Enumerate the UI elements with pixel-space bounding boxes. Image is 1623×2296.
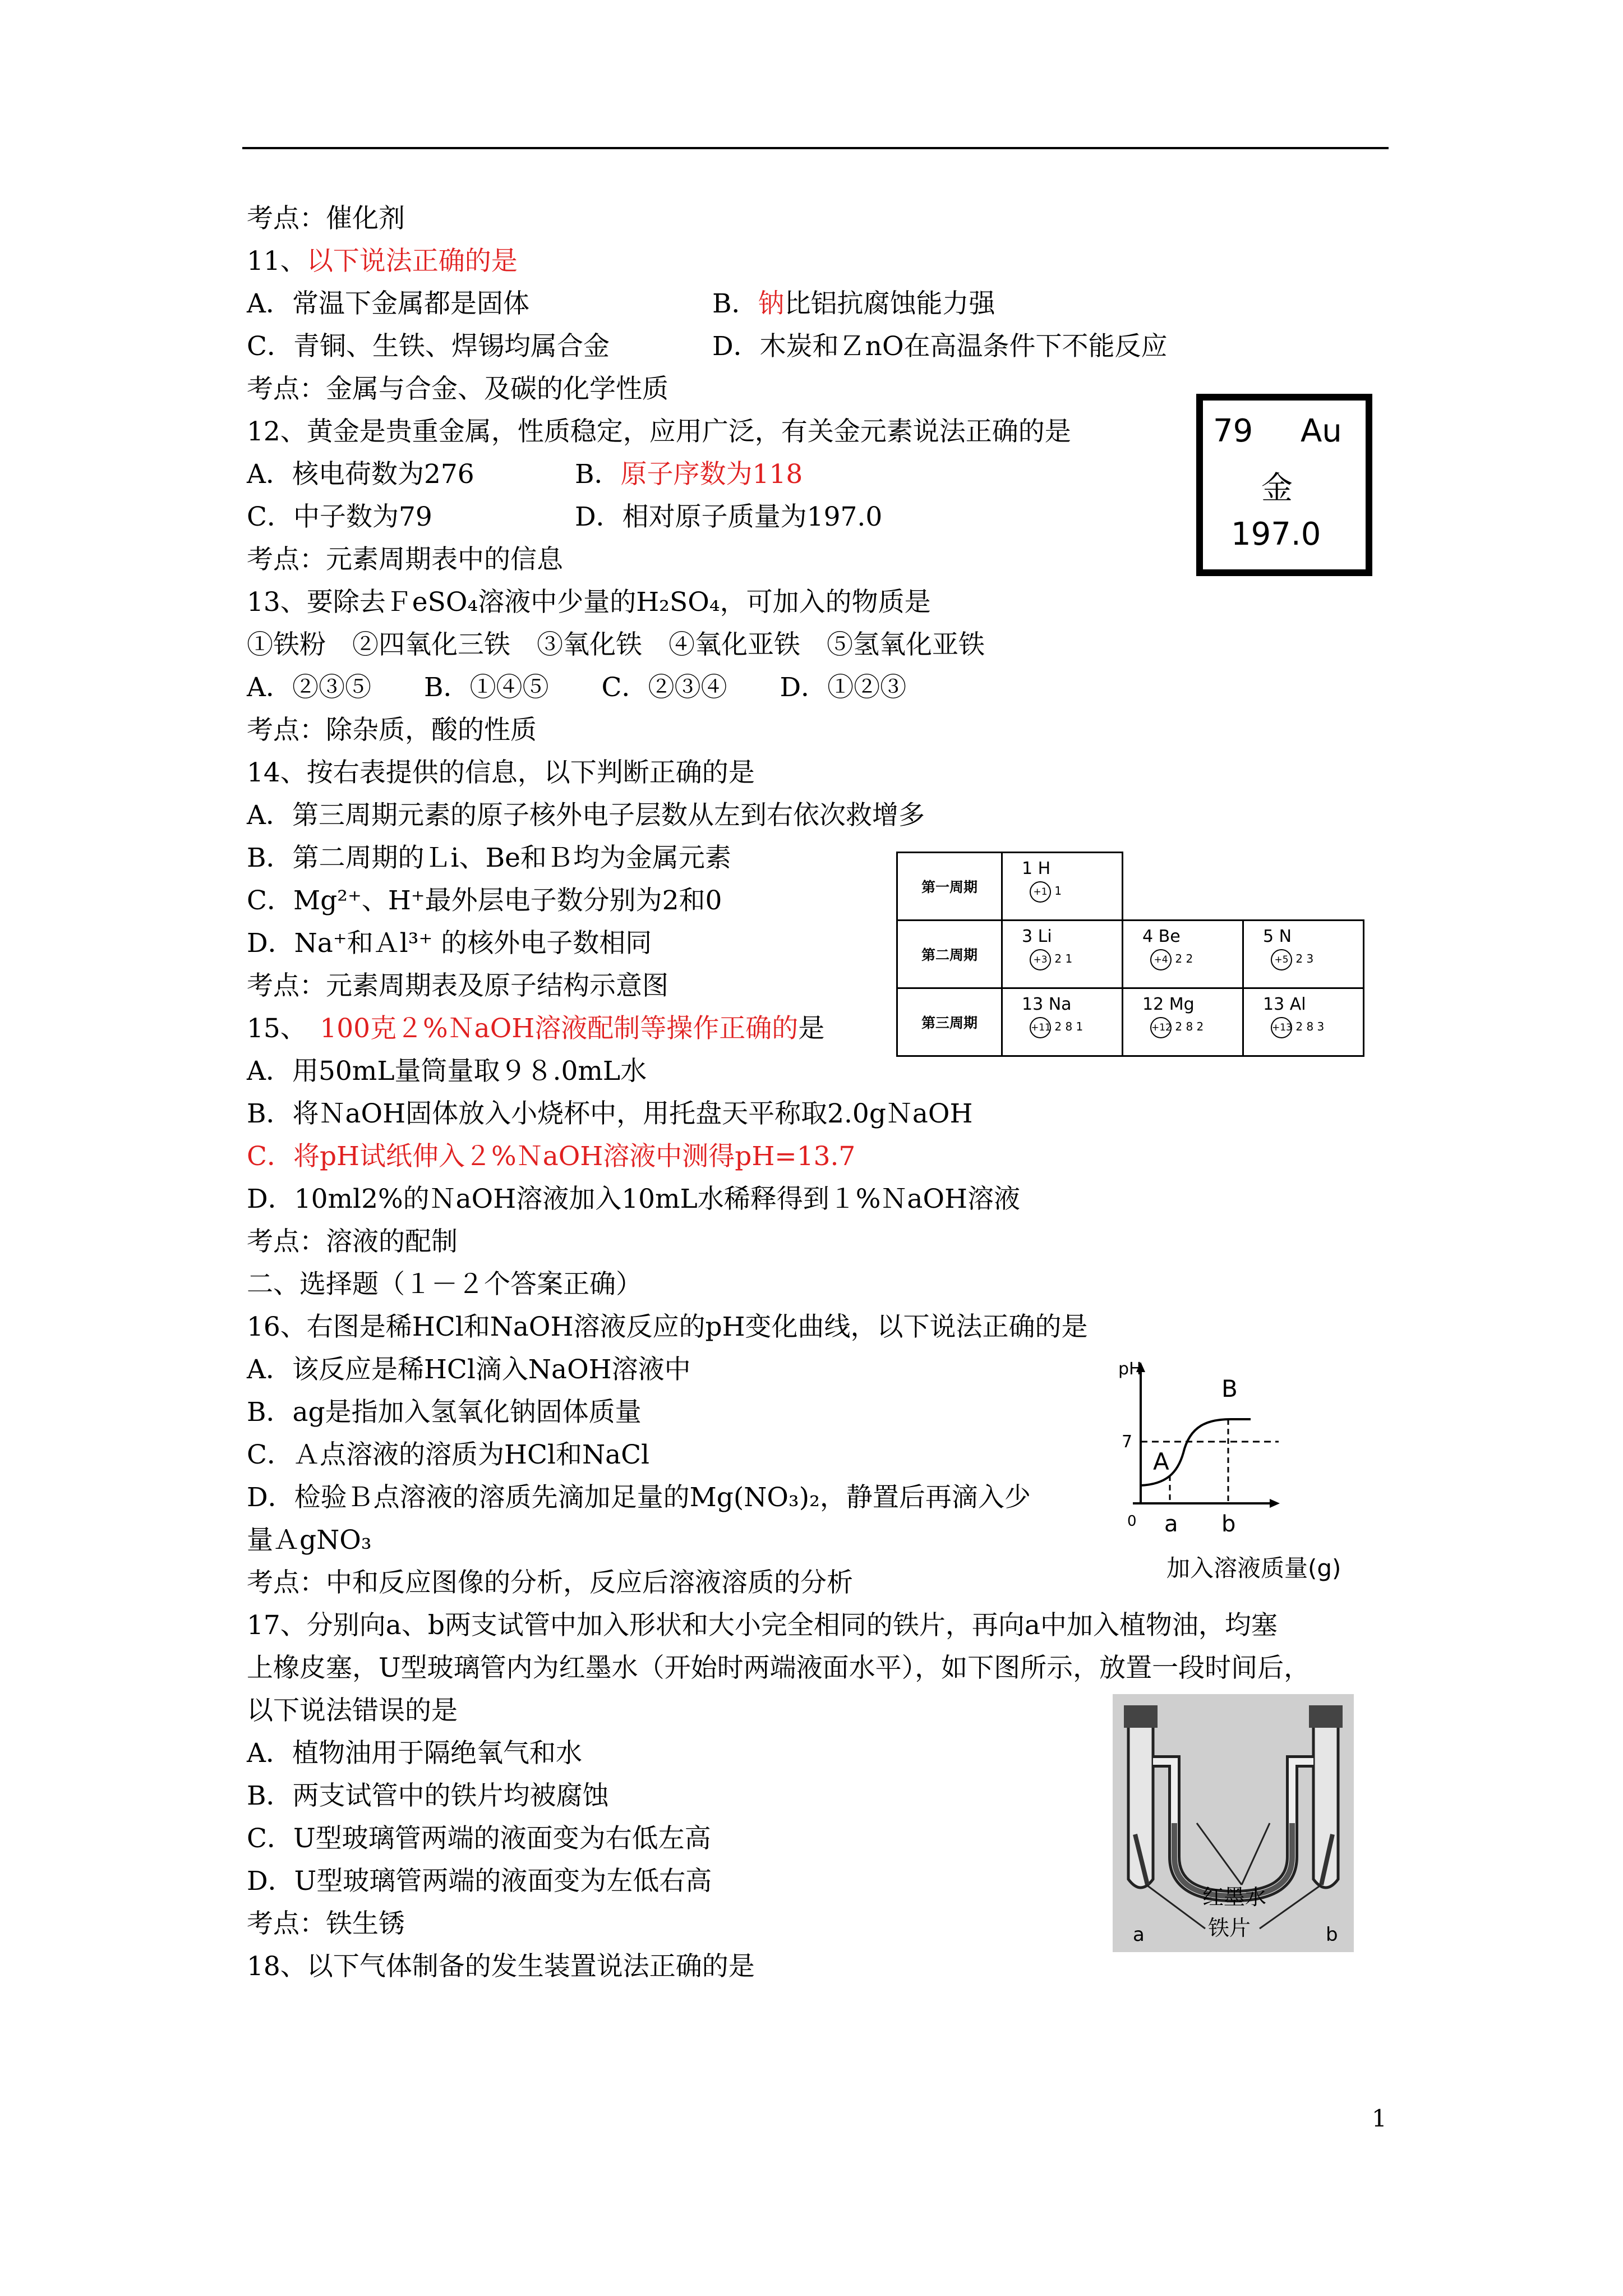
shell-counts: 2 8 3 bbox=[1295, 1020, 1325, 1033]
text-span: A．第三周期元素的原子核外电子层数从左到右依次救增多 bbox=[247, 800, 925, 831]
element-mass: 197.0 bbox=[1231, 516, 1321, 553]
element-cell-n bbox=[1243, 921, 1364, 988]
atom-diagram bbox=[1030, 881, 1062, 903]
text-span: 比铝抗腐蚀能力强 bbox=[784, 288, 995, 319]
text-span: B．ag是指加入氢氧化钠固体质量 bbox=[247, 1397, 642, 1428]
y-axis-label: pH bbox=[1118, 1359, 1142, 1379]
text-span: 13、要除去ＦeSO₄溶液中少量的H₂SO₄，可加入的物质是 bbox=[247, 587, 931, 618]
u-tube-figure bbox=[1113, 1694, 1354, 1952]
atom-diagram bbox=[1150, 949, 1193, 970]
x-tick-b: b bbox=[1221, 1511, 1236, 1537]
text-line bbox=[247, 586, 931, 619]
highlighted-text: 100克２%ＮaOH溶液配制等操作正确的 bbox=[320, 1013, 799, 1044]
text-span: 是 bbox=[798, 1013, 825, 1044]
tube-b-label: b bbox=[1326, 1924, 1338, 1946]
text-span: D．检验Ｂ点溶液的溶质先滴加足量的Mg(NO₃)₂，静置后再滴入少 bbox=[247, 1482, 1031, 1513]
text-line bbox=[247, 245, 518, 278]
text-line bbox=[247, 415, 1071, 449]
element-label: 3 Li bbox=[1022, 927, 1052, 946]
element-cell-al bbox=[1243, 988, 1364, 1056]
text-line bbox=[247, 628, 985, 662]
page-number: 1 bbox=[1372, 2105, 1387, 2132]
nucleus-icon: +13 bbox=[1271, 1017, 1292, 1038]
text-span: 量ＡgNO₃ bbox=[247, 1525, 372, 1556]
text-line bbox=[247, 1609, 1278, 1642]
element-cell-mg bbox=[1123, 988, 1243, 1056]
text-span: 考点：溶液的配制 bbox=[247, 1226, 458, 1257]
highlighted-text: 以下说法正确的是 bbox=[306, 246, 518, 277]
text-line bbox=[247, 1737, 582, 1770]
text-span: C．Ａ点溶液的溶质为HCl和NaCl bbox=[247, 1439, 650, 1470]
element-name: 金 bbox=[1261, 470, 1293, 507]
text-span: 12、黄金是贵重金属，性质稳定，应用广泛，有关金元素说法正确的是 bbox=[247, 416, 1071, 447]
text-line bbox=[247, 500, 432, 534]
text-line bbox=[247, 1097, 972, 1131]
text-span: B．第二周期的Ｌi、Be和Ｂ均为金属元素 bbox=[247, 843, 731, 873]
period-label: 第一周期 bbox=[897, 853, 1002, 921]
text-line bbox=[247, 714, 537, 747]
shell-counts: 1 bbox=[1054, 884, 1062, 898]
text-line bbox=[247, 1907, 405, 1941]
nucleus-icon: +4 bbox=[1150, 949, 1172, 970]
text-span: 以下说法错误的是 bbox=[247, 1695, 458, 1726]
shell-counts: 2 8 2 bbox=[1175, 1020, 1204, 1033]
text-line bbox=[247, 671, 906, 705]
text-line bbox=[247, 458, 474, 491]
tube-a-label: a bbox=[1133, 1924, 1145, 1946]
ph-curve-figure bbox=[1116, 1358, 1385, 1599]
highlighted-text: C．将pH试纸伸入２%ＮaOH溶液中测得pH=13.7 bbox=[247, 1141, 856, 1172]
highlighted-text: 原子序数为118 bbox=[620, 459, 803, 490]
text-line bbox=[575, 458, 803, 491]
text-line bbox=[247, 1140, 855, 1174]
text-span: A．核电荷数为276 bbox=[247, 459, 474, 490]
text-span: A．②③⑤ B．①④⑤ C．②③④ D．①②③ bbox=[247, 672, 907, 703]
text-line bbox=[247, 1651, 1310, 1685]
x-axis-label: 加入溶液质量(g) bbox=[1166, 1554, 1341, 1582]
text-span: 考点：除杂质，酸的性质 bbox=[247, 715, 537, 746]
text-span: C．Mg²⁺、H⁺最外层电子数分别为2和0 bbox=[247, 885, 722, 916]
text-line bbox=[247, 1055, 647, 1088]
text-span: D．10ml2%的ＮaOH溶液加入10mL水稀释得到１%ＮaOH溶液 bbox=[247, 1184, 1020, 1214]
text-span: ①铁粉 ②四氧化三铁 ③氧化铁 ④氧化亚铁 ⑤氢氧化亚铁 bbox=[247, 629, 985, 660]
text-line bbox=[247, 841, 731, 875]
nucleus-icon: +3 bbox=[1030, 949, 1051, 970]
element-symbol: Au bbox=[1301, 413, 1342, 449]
text-line bbox=[247, 330, 610, 364]
text-line bbox=[247, 1481, 1031, 1515]
text-line bbox=[247, 543, 563, 577]
text-span: 11、 bbox=[247, 246, 307, 277]
text-span: B． bbox=[712, 288, 758, 319]
text-span: 考点：元素周期表及原子结构示意图 bbox=[247, 970, 668, 1001]
atom-diagram bbox=[1271, 1017, 1324, 1038]
iron-label: 铁片 bbox=[1208, 1916, 1251, 1940]
period-label: 第二周期 bbox=[897, 921, 1002, 988]
text-line bbox=[247, 287, 529, 321]
text-span: B．将ＮaOH固体放入小烧杯中，用托盘天平称取2.0gＮaOH bbox=[247, 1098, 973, 1129]
text-span: 考点：元素周期表中的信息 bbox=[247, 544, 563, 575]
point-a-label: A bbox=[1153, 1448, 1169, 1475]
text-line bbox=[575, 500, 882, 534]
text-line bbox=[247, 884, 722, 918]
text-span: D．U型玻璃管两端的液面变为左低右高 bbox=[247, 1866, 712, 1897]
nucleus-icon: +11 bbox=[1030, 1017, 1051, 1038]
header-rule bbox=[242, 147, 1389, 149]
atom-diagram bbox=[1030, 1017, 1083, 1038]
text-span: A．常温下金属都是固体 bbox=[247, 288, 529, 319]
text-line bbox=[247, 1012, 824, 1046]
element-cell-h bbox=[1002, 853, 1123, 921]
text-span: 考点：催化剂 bbox=[247, 203, 405, 234]
text-line bbox=[247, 1268, 642, 1301]
text-span: D．相对原子质量为197.0 bbox=[575, 501, 883, 532]
text-line bbox=[247, 1950, 755, 1984]
text-line bbox=[247, 1779, 609, 1813]
nucleus-icon: +5 bbox=[1271, 949, 1292, 970]
text-line bbox=[247, 1524, 372, 1557]
text-line bbox=[712, 330, 1167, 364]
element-label: 12 Mg bbox=[1142, 995, 1195, 1014]
text-line bbox=[247, 1438, 649, 1472]
text-span: A．该反应是稀HCl滴入NaOH溶液中 bbox=[247, 1354, 691, 1385]
atom-diagram bbox=[1030, 949, 1072, 970]
periodic-table-excerpt bbox=[896, 852, 1364, 1057]
element-label: 4 Be bbox=[1142, 927, 1181, 946]
text-span: 14、按右表提供的信息，以下判断正确的是 bbox=[247, 757, 755, 788]
text-line bbox=[247, 1353, 691, 1387]
text-span: A．植物油用于隔绝氧气和水 bbox=[247, 1738, 582, 1769]
element-label: 5 N bbox=[1263, 927, 1292, 946]
shell-counts: 2 1 bbox=[1054, 952, 1073, 965]
text-line bbox=[247, 372, 668, 406]
text-span: 考点：金属与合金、及碳的化学性质 bbox=[247, 374, 668, 404]
text-line bbox=[247, 1310, 1088, 1344]
atom-diagram bbox=[1271, 949, 1313, 970]
element-card-gold bbox=[1196, 394, 1372, 576]
text-span: 二、选择题（１－２个答案正确） bbox=[247, 1269, 642, 1300]
text-span: 考点：中和反应图像的分析，反应后溶液溶质的分析 bbox=[247, 1567, 853, 1598]
text-line bbox=[247, 1225, 458, 1259]
text-line bbox=[712, 287, 995, 321]
shell-counts: 2 3 bbox=[1295, 952, 1314, 965]
text-span: C．中子数为79 bbox=[247, 501, 432, 532]
text-span: 15、 bbox=[247, 1013, 320, 1044]
nucleus-icon: +1 bbox=[1030, 881, 1051, 903]
text-line bbox=[247, 756, 755, 790]
text-span: D．Na⁺和Ａl³⁺ 的核外电子数相同 bbox=[247, 928, 652, 959]
period-label: 第三周期 bbox=[897, 988, 1002, 1056]
text-line bbox=[247, 1865, 712, 1898]
text-line bbox=[247, 1396, 642, 1429]
text-span: 考点：铁生锈 bbox=[247, 1908, 405, 1939]
text-span: 上橡皮塞，U型玻璃管内为红墨水（开始时两端液面水平），如下图所示，放置一段时间后， bbox=[247, 1653, 1311, 1683]
text-line bbox=[247, 799, 925, 832]
element-cell-li bbox=[1002, 921, 1123, 988]
element-label: 1 H bbox=[1022, 859, 1051, 878]
red-ink-label: 红墨水 bbox=[1202, 1885, 1267, 1910]
point-b-label: B bbox=[1221, 1375, 1238, 1402]
text-span: 16、右图是稀HCl和NaOH溶液反应的pH变化曲线，以下说法正确的是 bbox=[247, 1312, 1088, 1342]
shell-counts: 2 2 bbox=[1175, 952, 1193, 965]
text-line bbox=[247, 202, 405, 236]
text-line bbox=[247, 927, 652, 960]
origin-label: 0 bbox=[1127, 1513, 1137, 1530]
y-tick-label: 7 bbox=[1122, 1432, 1133, 1452]
atom-diagram bbox=[1150, 1017, 1204, 1038]
text-line bbox=[247, 1822, 711, 1856]
x-tick-a: a bbox=[1164, 1511, 1178, 1537]
text-line bbox=[247, 969, 668, 1003]
text-span: C．U型玻璃管两端的液面变为右低左高 bbox=[247, 1823, 711, 1854]
text-line bbox=[247, 1566, 853, 1600]
nucleus-icon: +12 bbox=[1150, 1017, 1172, 1038]
text-line bbox=[247, 1694, 458, 1728]
text-span: B． bbox=[575, 459, 621, 490]
text-span: 17、分别向a、b两支试管中加入形状和大小完全相同的铁片，再向a中加入植物油，均塞 bbox=[247, 1610, 1278, 1641]
element-number: 79 bbox=[1213, 413, 1253, 449]
element-label: 13 Al bbox=[1263, 995, 1306, 1014]
text-span: C．青铜、生铁、焊锡均属合金 bbox=[247, 331, 610, 362]
element-cell-be bbox=[1123, 921, 1243, 988]
text-span: B．两支试管中的铁片均被腐蚀 bbox=[247, 1780, 609, 1811]
highlighted-text: 钠 bbox=[758, 288, 785, 319]
text-span: D．木炭和ＺnO在高温条件下不能反应 bbox=[712, 331, 1168, 362]
element-label: 13 Na bbox=[1022, 995, 1072, 1014]
text-line bbox=[247, 1182, 1020, 1216]
text-span: A．用50mL量筒量取９８.0mL水 bbox=[247, 1056, 647, 1087]
element-cell-na bbox=[1002, 988, 1123, 1056]
shell-counts: 2 8 1 bbox=[1054, 1020, 1083, 1033]
text-span: 18、以下气体制备的发生装置说法正确的是 bbox=[247, 1951, 755, 1982]
